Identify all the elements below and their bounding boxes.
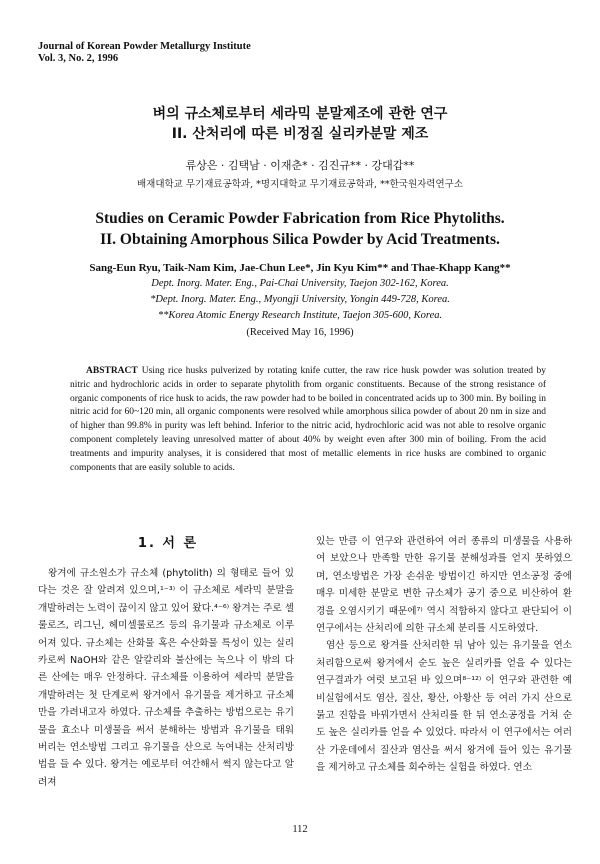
journal-header [38,41,251,65]
journal-volume: Vol. 3, No. 2, 1996 [38,53,119,64]
affiliation-2: *Dept. Inorg. Mater. Eng., Myongji University, Yongin 449-728, Korea. [150,294,450,305]
body-paragraph: 왕겨에 규소원소가 규소체 (phytolith) 의 형태로 들어 있다는 것은 잘 알려져 있으며,¹⁻³⁾ 이 규소체로 세라믹 분말을 개발하려는 노력이 끊이지 않고 있어 왔다.⁴⁻⁶⁾ 왕겨는 주로 셀룰로즈, 리그닌, 헤미셀룰로즈 등의 유기물과 규소체로 이루어져 있다. 규소체는 산화물 혹은 수산화물 특성이 있는 실리카로써 NaOH와 같은 알칼리와 불산에는 녹으나 이 밖의 다른 산에는 매우 안정하다. 규소체를 이용하여 세라믹 분말을 개발하려는 첫 단계로써 왕겨에서 유기물을 제거하고 규소체만을 가려내고자 하였다. 규소체를 추출하는 방법으로는 유기물을 효소나 미생물을 써서 분해하는 방법과 유기물을 태워 버리는 연소방법 그리고 유기물을 산으로 녹여내는 산처리방법을 들 수 있다. 왕겨는 예로부터 여간해서 썩지 않는다고 알려져 [38,568,294,788]
body-paragraph: 있는 만큼 이 연구와 관련하여 여러 종류의 미생물을 사용하여 보았으나 만족할 만한 유기물 분해성과를 얻지 못하였으며, 연소방법은 가장 손쉬운 방법이긴 하지만 연소공정 중에 매우 미세한 분말로 변한 규소체가 공기 중으로 비산하여 환경을 오염시키기 때문에⁷⁾ 역시 적합하지 않다고 판단되어 이 연구에서는 산처리에 의한 규소체 분리를 시도하였다. [316,536,572,635]
english-authors: Sang-Eun Ryu, Taik-Nam Kim, Jae-Chun Lee*, Jin Kyu Kim** and Thae-Khapp Kang** [89,262,511,274]
korean-affiliations: 배재대학교 무기재료공학과, *명지대학교 무기재료공학과, **한국원자력연구소 [136,179,464,190]
abstract-text: Using rice husks pulverized by rotating knife cutter, the raw rice husk powder was solution treated by nitric and hydrochloric acids in order to separate phytolith from organic constituents. Because of the strong resistance of organic components of rice husk to acids, the raw powder had to be boiled in concentrated acids up to 300 min. By boiling in nitric acid for 60~120 min, all organic components were resolved while amorphous silica powder of about 20 nm in size and of higher than 99.8% in purity was left behind. Inferior to the nitric acid, hydrochloric acid was not able to resolve organic component completely leaving unresolved matter of about 40% by weight even after 300 min of boiling. From the acid treatments and impurity analyses, it is considered that most of metallic elements in rice husks are combined to organic components that are easily soluble to acids. [70,366,546,473]
korean-title-line2: II. 산처리에 따른 비정질 실리카분말 제조 [171,126,429,142]
affiliation-1: Dept. Inorg. Mater. Eng., Pai-Chai University, Taejon 302-162, Korea. [151,278,449,289]
korean-title-line1: 벼의 규소체로부터 세라믹 분말제조에 관한 연구 [152,106,448,122]
korean-authors: 류상은 · 김택남 · 이재춘* · 김진규** · 강대갑** [185,159,415,172]
english-title-line1: Studies on Ceramic Powder Fabrication from Rice Phytoliths. [95,210,505,227]
page-number: 112 [292,824,308,835]
body-column-right [316,533,572,777]
abstract [70,365,546,475]
affiliation-3: **Korea Atomic Energy Research Institute, Taejon 305-600, Korea. [157,310,443,321]
english-title-line2: II. Obtaining Amorphous Silica Powder by Acid Treatments. [100,231,500,248]
journal-name: Journal of Korean Powder Metallurgy Institute [38,41,251,52]
body-column-left [38,565,294,791]
section-heading-introduction: 1. 서 론 [137,536,199,551]
received-date: (Received May 16, 1996) [246,327,354,338]
body-paragraph: 염산 등으로 왕겨를 산처리한 뒤 남아 있는 유기물을 연소처리함으로써 왕겨에서 순도 높은 실리카를 얻을 수 있다는 연구결과가 여럿 보고된 바 있으며⁸⁻¹²⁾ 이 연구와 관련한 예비실험에서도 염산, 질산, 황산, 아황산 등 여러 가지 산으로 묽고 진함을 바꿔가면서 산처리를 한 뒤 연소공정을 거쳐 순도 높은 실리카를 얻을 수 있었다. 따라서 이 연구에서는 여러 산 가운데에서 질산과 염산을 써서 왕겨에 들어 있는 유기물을 제거하고 규소체를 회수하는 실험을 하였다. 연소 [316,640,572,774]
abstract-label: ABSTRACT [86,366,138,376]
